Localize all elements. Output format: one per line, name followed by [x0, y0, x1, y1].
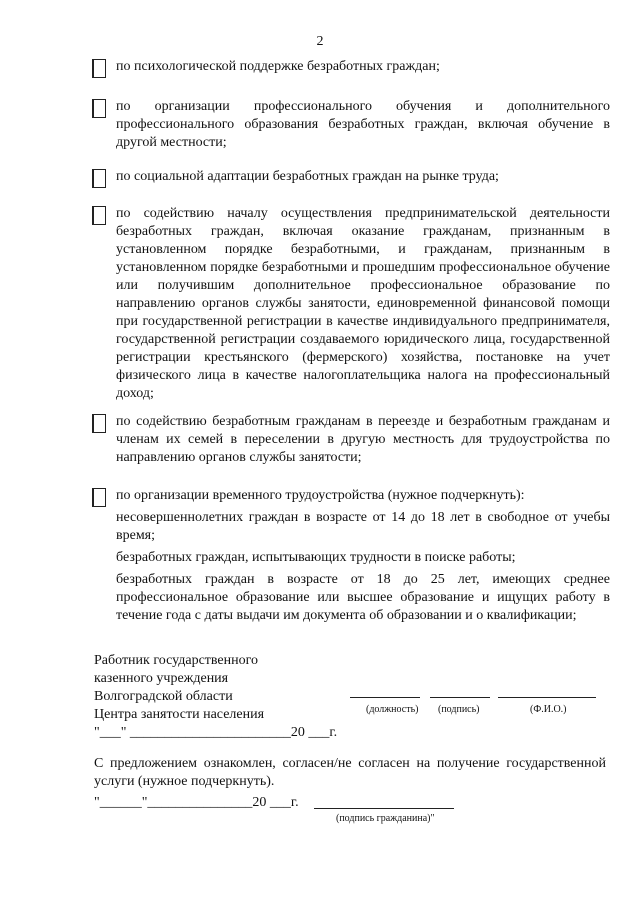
signature-line[interactable]	[430, 697, 490, 698]
item-text: по содействию началу осуществления предпринимательской деятельности безработных граждан, включая оказание гражданам, признанным в установленном порядке безработными, и гражданам, признанным в установленном порядке безработными и прошедшим профессиональное обучение или получившим дополнительное профессиональное образование по направлению органов службы занятости, единовременной финансовой помощи при государственной регистрации в качестве индивидуального предпринимателя, государственной регистрации создаваемого юридического лица, государственной регистрации крестьянского (фермерского) хозяйства, постановке на учет физического лица в качестве налогоплательщика налога на профессиональный доход;	[116, 206, 610, 401]
checkbox[interactable]	[92, 206, 106, 225]
caption-name: (Ф.И.О.)	[530, 704, 567, 715]
signature-line-1: Работник государственного	[94, 653, 259, 668]
caption-citizen-signature: (подпись гражданина)"	[336, 813, 435, 824]
signature-block	[94, 652, 337, 742]
list-item	[92, 98, 610, 152]
caption-position: (должность)	[366, 704, 419, 715]
list-item	[92, 168, 610, 186]
consent-date: "______"_______________20 ___г.	[94, 795, 299, 810]
checkbox[interactable]	[92, 99, 106, 118]
item-text: по социальной адаптации безработных граждан на рынке труда;	[116, 169, 499, 184]
consent-text: С предложением ознакомлен, согласен/не согласен на получение государственной услуги (нужное подчеркнуть).	[94, 756, 606, 789]
item-text: по организации временного трудоустройства (нужное подчеркнуть):	[116, 488, 525, 503]
sub-item: безработных граждан, испытывающих трудности в поиске работы;	[116, 550, 516, 565]
list-item	[92, 205, 610, 403]
signature-line-3: Волгоградской области	[94, 689, 233, 704]
checkbox[interactable]	[92, 488, 106, 507]
checkbox[interactable]	[92, 59, 106, 78]
citizen-signature-line[interactable]	[314, 808, 454, 809]
list-item	[92, 413, 610, 467]
position-line[interactable]	[350, 697, 420, 698]
item-text: по организации профессионального обучения и дополнительного профессионального образования безработных граждан, включая обучение в другой местности;	[116, 99, 610, 150]
list-item	[92, 58, 610, 76]
checkbox[interactable]	[92, 169, 106, 188]
item-text: по содействию безработным гражданам в переезде и безработным гражданам и членам их семей в переселении в другую местность для трудоустройства по направлению органов службы занятости;	[116, 414, 610, 465]
item-text: по психологической поддержке безработных граждан;	[116, 59, 440, 74]
sub-item: несовершеннолетних граждан в возрасте от 14 до 18 лет в свободное от учебы время;	[116, 510, 610, 543]
checkbox[interactable]	[92, 414, 106, 433]
list-item	[92, 487, 610, 625]
sub-item: безработных граждан в возрасте от 18 до 25 лет, имеющих среднее профессиональное образование или высшее образование и ищущих работу в течение года с даты выдачи им документа об образовании и о квалификации;	[116, 572, 610, 623]
signature-line-4: Центра занятости населения	[94, 707, 265, 722]
signature-date: "___" _______________________20 ___г.	[94, 725, 338, 740]
caption-signature: (подпись)	[438, 704, 480, 715]
signature-line-2: казенного учреждения	[94, 671, 229, 686]
name-line[interactable]	[498, 697, 596, 698]
page-number: 2	[316, 34, 324, 49]
